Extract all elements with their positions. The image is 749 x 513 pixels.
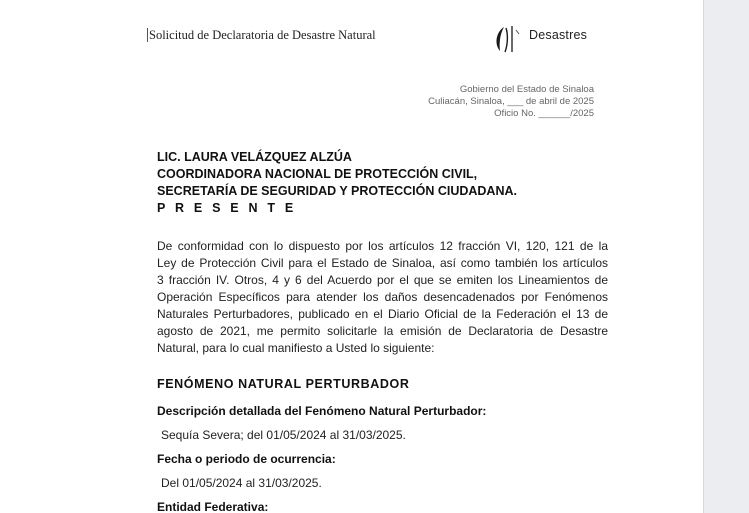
sender-block [428, 84, 594, 120]
salutation: P R E S E N T E [157, 201, 297, 215]
addressee-name: LIC. LAURA VELÁZQUEZ ALZÚA [157, 150, 352, 164]
addressee-position: COORDINADORA NACIONAL DE PROTECCIÓN CIVIL, [157, 167, 478, 181]
intro-line: 3 fracción IV. Otros, 4 y 6 del Acuerdo por el que se emiten los Lineamientos de [157, 273, 608, 287]
period-label: Fecha o periodo de ocurrencia: [157, 452, 336, 466]
description-label: Descripción detallada del Fenómeno Natural Perturbador: [157, 404, 487, 418]
intro-paragraph [157, 238, 608, 357]
logo-text: Desastres [529, 28, 588, 42]
intro-line: agosto de 2021, me permito solicitarle la emisión de Declaratoria de Desastre [157, 324, 608, 338]
desastres-logo [490, 20, 600, 56]
entity-label: Entidad Federativa: [157, 500, 269, 513]
period-value: Del 01/05/2024 al 31/03/2025. [161, 476, 322, 490]
intro-line: Ley de Protección Civil para el Estado de Sinaloa, así como también los artículos [157, 256, 608, 270]
section-heading: FENÓMENO NATURAL PERTURBADOR [157, 377, 410, 391]
addressee-agency: SECRETARÍA DE SEGURIDAD Y PROTECCIÓN CIUDADANA. [157, 184, 517, 198]
intro-line: Naturales Perturbadores, publicado en el Diario Oficial de la Federación el 13 de [157, 307, 608, 321]
sender-office-number: Oficio No. ______/2025 [494, 108, 594, 119]
addressee-block [157, 149, 517, 217]
sender-government: Gobierno del Estado de Sinaloa [459, 84, 594, 95]
sender-place-date: Culiacán, Sinaloa, ___ de abril de 2025 [428, 96, 594, 107]
intro-line: Natural, para lo cual manifiesto a Usted lo siguiente: [157, 341, 435, 355]
document-header-title: Solicitud de Declaratoria de Desastre Natural [149, 28, 376, 42]
intro-line: Operación Específicos para atender los daños desencadenados por Fenómenos [157, 290, 608, 304]
description-value: Sequía Severa; del 01/05/2024 al 31/03/2025. [161, 428, 406, 442]
intro-line: De conformidad con lo dispuesto por los artículos 12 fracción VI, 120, 121 de la [157, 239, 608, 253]
leaf-logo-icon [490, 20, 526, 56]
